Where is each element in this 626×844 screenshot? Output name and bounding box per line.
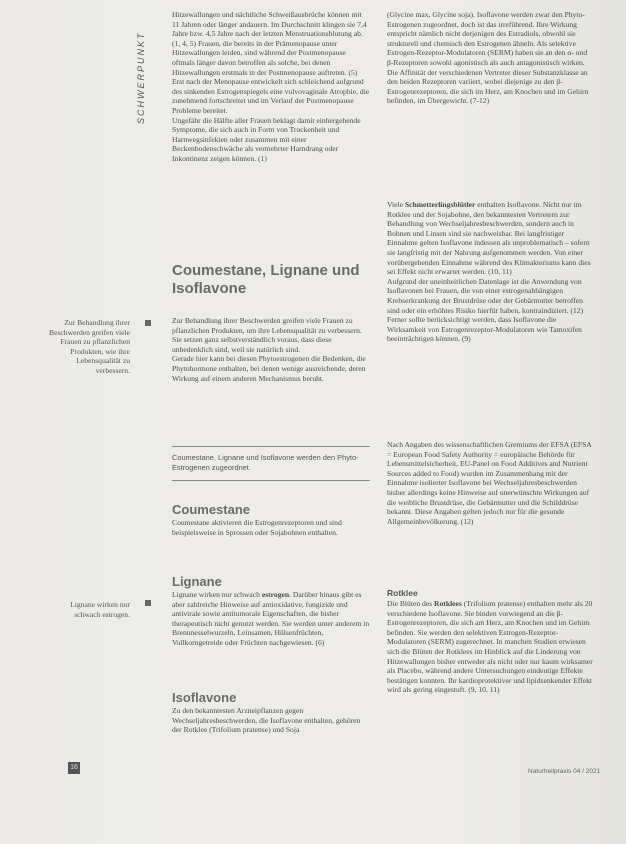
margin-note-behandlung: Zur Behandlung ihrer Beschwerden greifen viele Frauen zu pflanzlichen Produkten, wie ihre Lebensqualität zu verbessern. <box>49 318 130 375</box>
page-number: 16 <box>68 762 80 774</box>
subheading-coumestane: Coumestane <box>172 502 251 517</box>
column-right-efsa <box>387 440 595 526</box>
subheading-lignane: Lignane <box>172 574 222 589</box>
callout-box: Coumestane, Lignane und Isoflavone werden den Phyto-Estrogenen zugeordnet. <box>172 446 370 481</box>
text-run: (Trifolium pratense) enthalten mehr als 20 verschiedene Isoflavone. Sie binden vorwiegend an die β-Estrogenrezeptoren, die sich am Herz, am Knochen und im Gehirn befinden. Sie werden den selektiven Estrogen-Rezeptor-Modulatoren (SERM) zugerechnet. In manchen Studien erwiesen sich die Blüten der Rotklees im Hinblick auf die Linderung von Hitzewallungen bisher entweder als nicht oder nur kaum wirksamer als Placebo, während andere Untersuchungen eindeutige Effekte bestätigen konnten. Ihr kardioprotektiver und lipidsenkender Effekt wird als gering eingestuft. (9, 10, 11) <box>387 599 593 695</box>
bullet-marker <box>145 600 151 606</box>
paragraph <box>172 590 370 648</box>
column-left-top <box>172 10 370 164</box>
bold-term: estrogen <box>261 590 290 599</box>
text-run: Lignane wirken nur schwach <box>172 590 262 599</box>
paragraph: Zur Behandlung ihrer Beschwerden greifen viele Frauen zu pflanzlichen Produkten, um ihre Lebensqualität zu verbessern. Sie setzen ganz selbstverständlich voraus, dass diese unbedenklich sind, weil sie natürlich sind. <box>172 316 362 354</box>
isoflavone-block <box>172 690 370 735</box>
margin-note-lignane: Lignane wirken nur schwach estrogen. <box>70 600 130 619</box>
text-run: Die Blüten des <box>387 599 435 608</box>
text-run: Viele <box>387 200 405 209</box>
bold-term: Rotklees <box>434 599 462 608</box>
section-heading: Coumestane, Lignane und Isoflavone <box>172 262 360 297</box>
column-right-middle <box>387 200 595 344</box>
paragraph: Erst nach der Menopause entwickelt sich schleichend aufgrund des sinkenden Estrogenspiegels eine vulvovaginale Atrophie, die zunehmend fortschreitet und im Verlauf der Postmenopause Probleme bereitet. <box>172 77 370 115</box>
paragraph <box>387 599 595 695</box>
paragraph: Zu den bekanntesten Arzneipflanzen gegen Wechseljahresbeschwerden, die Isoflavone enthalten, gehören der Rotklee (Trifolium pratense) und Soja <box>172 706 361 735</box>
paragraph: (Glycine max, Glycine soja). Isoflavone werden zwar den Phyto-Estrogenen zugeordnet, doch ist das irreführend. Ihre Wirkung entspricht nämlich nicht derjenigen des Estradiols, obwohl sie strukturell und chemisch den Estrogenen ähneln. Als selektive Estrogen-Rezeptor-Modulatoren (SERM) haben sie an den α- und β-Rezeptoren sowohl agonistisch als auch antagonistisch wirken. Die Affinität der verschiedenen Vertreter dieser Substanzklasse an den beiden Rezeptoren variiert, wobei diejenige zu den β-Estrogenrezeptoren, die sich im Herz, am Knochen und im Gehirn befinden, im Übergewicht. (7-12) <box>387 10 589 106</box>
text-run: . Darüber hinaus gibt es aber zahlreiche Hinweise auf antioxidative, fungizide und antivirale sowie antitumorale Eigenschaften, die bisher therapeutisch nicht genutzt werden. Sie werden unter anderem in Brennnesselwurzeln, Leinsamen, Hülsenfrüchten, Vollkorngetreide oder Früchten nachgewiesen. (6) <box>172 590 370 647</box>
bold-term: Schmetterlingsblütler <box>404 200 476 209</box>
lignane-block <box>172 574 370 648</box>
rotklee-block <box>387 588 595 695</box>
paragraph: Nach Angaben des wissenschaftlichen Gremiums der EFSA (EFSA = European Food Safety Authority = europäische Behörde für Lebensmittelsicherheit, EU-Panel on Food Additives and Nutrient Sources added to Food) wurden im Zusammenhang mit der Einnahme isolierter Isoflavone bei Wechseljahresbeschwerden bisher allerdings keine Hinweise auf unerwünschte Wirkungen auf die weibliche Brustdrüse, die Gebärmutter und die Schilddrüse bekannt. Diese Angaben gelten jedoch nur für die gesunde Allgemeinbevölkerung. (12) <box>387 440 592 526</box>
column-left-middle <box>172 316 370 383</box>
paragraph: Coumestane aktivieren die Estrogenrezeptoren und sind beispielsweise in Sprossen oder Sojabohnen enthalten. <box>172 518 342 537</box>
footer-journal: Naturheilpraxis 04 / 2021 <box>528 768 601 775</box>
section-label: SCHWERPUNKT <box>136 31 146 125</box>
section-heading-block <box>172 262 370 298</box>
paragraph: Ungefähr die Hälfte aller Frauen beklagt damit einhergehende Symptome, die sich auch in Form von Trockenheit und Harnwegsinfekten oder zusammen mit einer Beckenbodenschwäche als vermehrter Harndrang oder Inkontinenz zeigen können. (1) <box>172 115 361 163</box>
bullet-marker <box>145 320 151 326</box>
coumestane-block <box>172 502 370 537</box>
paragraph: Aufgrund der uneinheitlichen Datenlage ist die Anwendung von Isoflavonen bei Frauen, die von einer estrogenabhängigen Krebserkrankung der Brustdrüse oder der Gebärmutter betroffen sind oder ein erhöhtes Risiko hierfür haben, kontraindiziert. (12) Ferner sollte berücksichtigt werden, dass Isoflavone die Wirksamkeit von Estrogenrezeptor-Modulatoren wie Tamoxifen beeinträchtigen können. (9) <box>387 276 584 344</box>
paragraph: Hitzewallungen und nächtliche Schweißausbrüche können mit 11 Jahren oder länger andauern. Im Durchschnitt klingen sie 7,4 Jahre bzw. 4,5 Jahre nach der letzten Menstruationsblutung ab. (1, 4, 5) Frauen, die bereits in der Prämenopause unter Hitzewallungen leiden, sind während der Postmenopause oftmals länger davon betroffen als solche, bei denen Hitzewallungen erstmals in der Postmenopause auftreten. (5) <box>172 10 367 77</box>
text-run: enthalten Isoflavone. Nicht nur im Rotklee und der Sojabohne, den bekanntesten Vertretern zur Behandlung von Wechseljahresbeschwerden, sondern auch in Bohnen und Linsen sind sie nachweisbar. Bei langfristiger Einnahme gelten Isoflavone indessen als unproblematisch – sofern sie langfristig mit der Nahrung aufgenommen werden. Von einer vorübergehenden Einnahme während des Klimakteriums kann dies sei Effekt nicht erwartet werden. (10, 11) <box>387 200 591 277</box>
subheading-rotklee: Rotklee <box>387 588 418 598</box>
column-right-top <box>387 10 595 106</box>
paragraph <box>387 200 595 277</box>
subheading-isoflavone: Isoflavone <box>172 690 237 705</box>
paragraph: Gerade hier kann bei diesen Phytoestrogenen die Bedenken, die Phytohormone enthalten, bei denen wenige ausreichende, deren Wirkung auf einem anderen Mechanismus beruht. <box>172 354 366 383</box>
